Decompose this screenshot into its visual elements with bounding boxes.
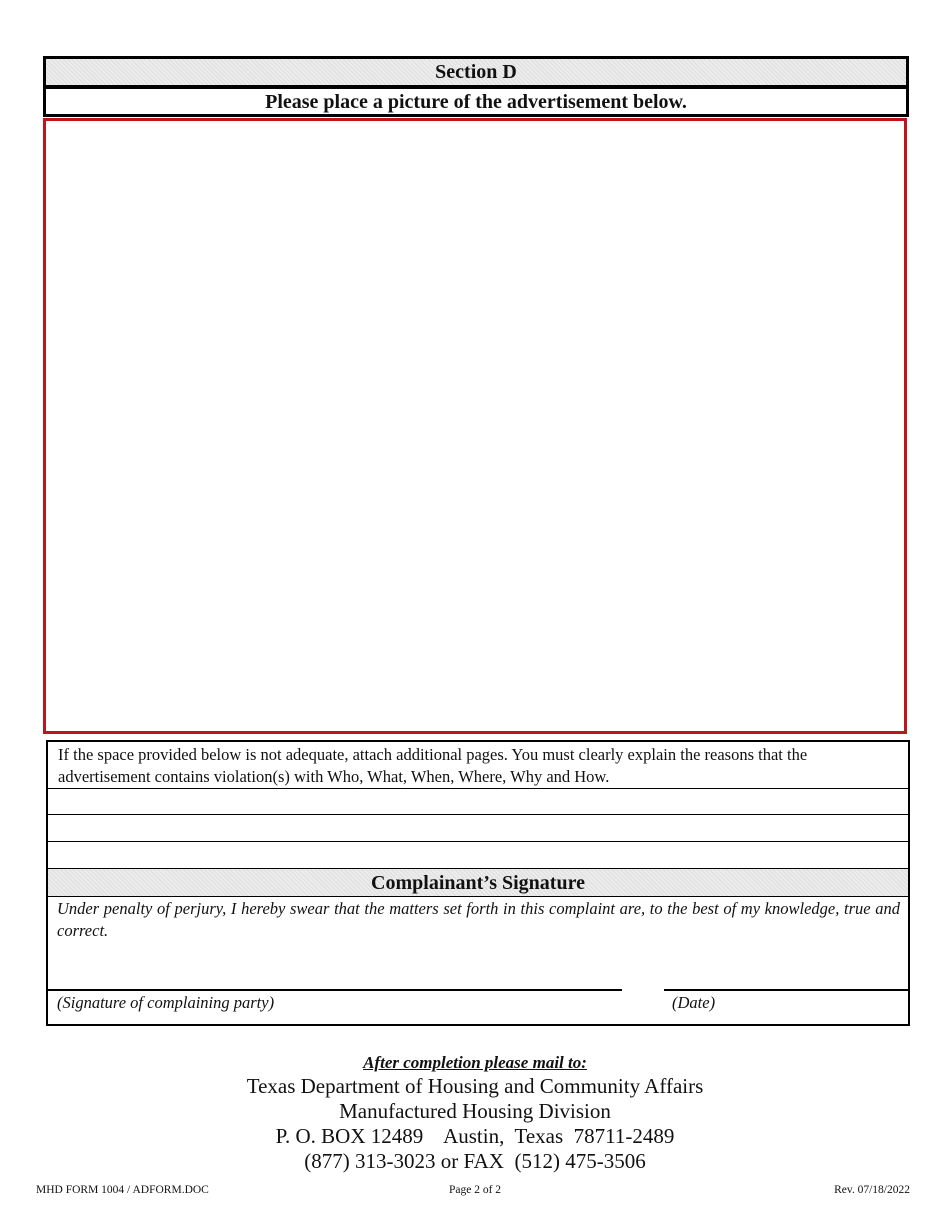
explanation-line-2[interactable] xyxy=(48,814,908,815)
picture-instruction: Please place a picture of the advertisement below. xyxy=(43,86,909,117)
agency-name: Texas Department of Housing and Community Affairs xyxy=(246,1074,704,1098)
postal-address: P. O. BOX 12489 Austin, Texas 78711-2489 xyxy=(275,1124,675,1148)
explanation-section xyxy=(46,740,910,1026)
explanation-line-3[interactable] xyxy=(48,841,908,842)
signature-line[interactable] xyxy=(48,989,622,991)
mailing-address-block xyxy=(0,1052,950,1174)
explanation-instructions: If the space provided below is not adequate, attach additional pages. You must clearly explain the reasons that the advertisement contains violation(s) with Who, What, When, Where, Why and How. xyxy=(58,745,808,786)
phone-fax: (877) 313-3023 or FAX (512) 475-3506 xyxy=(304,1149,646,1173)
division-name: Manufactured Housing Division xyxy=(339,1099,611,1123)
perjury-oath: Under penalty of perjury, I hereby swear that the matters set forth in this complaint are, to the best of my knowledge, true and correct. xyxy=(57,899,900,940)
revision-date: Rev. 07/18/2022 xyxy=(834,1184,910,1196)
advertisement-picture-area[interactable] xyxy=(43,118,907,734)
mail-to-heading: After completion please mail to: xyxy=(363,1053,587,1072)
date-caption: (Date) xyxy=(672,993,716,1012)
signature-section-heading: Complainant’s Signature xyxy=(48,868,908,897)
explanation-line-1[interactable] xyxy=(48,788,908,789)
date-line[interactable] xyxy=(664,989,908,991)
signature-caption: (Signature of complaining party) xyxy=(57,993,275,1012)
form-id: MHD FORM 1004 / ADFORM.DOC xyxy=(36,1184,209,1196)
page-number: Page 2 of 2 xyxy=(448,1184,502,1196)
section-title: Section D xyxy=(43,56,909,86)
